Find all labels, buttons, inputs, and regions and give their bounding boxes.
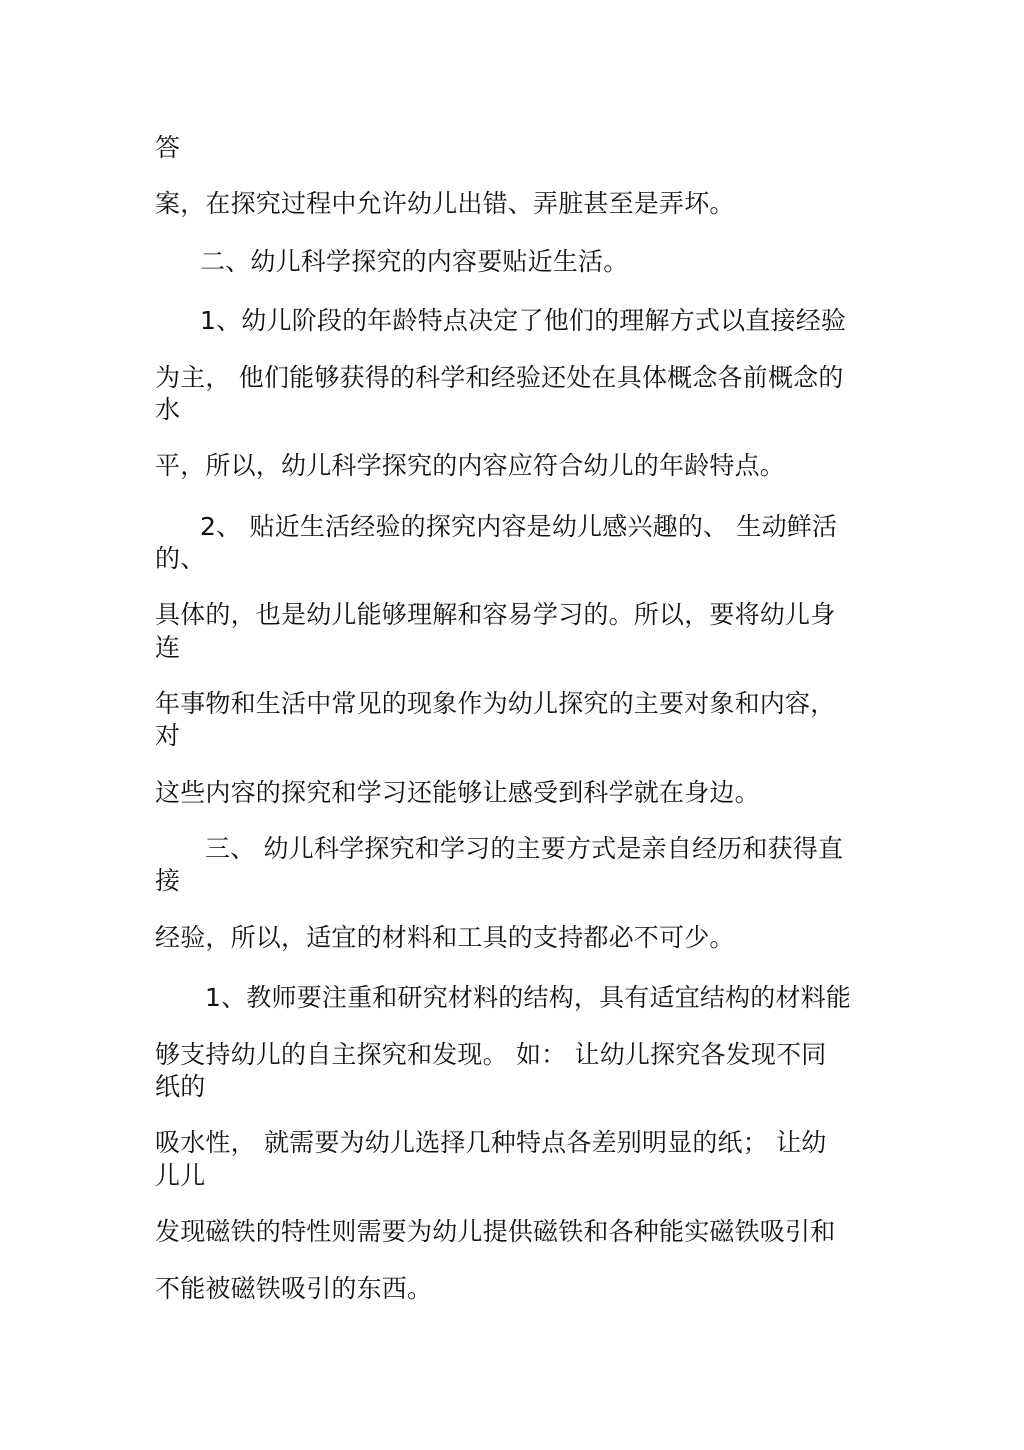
text-line: 1、教师要注重和研究材料的结构，具有适宜结构的材料能 bbox=[205, 983, 852, 1012]
text-line: 答 bbox=[155, 133, 181, 162]
section-heading: 二、幼儿科学探究的内容要贴近生活。 bbox=[200, 247, 629, 276]
text-line: 为主， 他们能够获得的科学和经验还处在具体概念各前概念的 bbox=[155, 363, 844, 392]
text-line: 2、 贴近生活经验的探究内容是幼儿感兴趣的、 生动鲜活 bbox=[200, 512, 838, 541]
text-line: 这些内容的探究和学习还能够让感受到科学就在身边。 bbox=[155, 778, 760, 807]
text-line: 平，所以，幼儿科学探究的内容应符合幼儿的年龄特点。 bbox=[155, 451, 786, 480]
section-heading: 三、 幼儿科学探究和学习的主要方式是亲自经历和获得直 bbox=[205, 834, 844, 863]
text-line: 具体的，也是幼儿能够理解和容易学习的。所以，要将幼儿身 bbox=[155, 600, 836, 629]
text-line: 不能被磁铁吸引的东西。 bbox=[155, 1274, 433, 1303]
text-line: 年事物和生活中常见的现象作为幼儿探究的主要对象和内容， bbox=[155, 689, 836, 718]
text-line: 够支持幼儿的自主探究和发现。 如： 让幼儿探究各发现不同 bbox=[155, 1040, 827, 1069]
text-line: 发现磁铁的特性则需要为幼儿提供磁铁和各种能实磁铁吸引和 bbox=[155, 1217, 836, 1246]
text-line: 经验，所以，适宜的材料和工具的支持都必不可少。 bbox=[155, 923, 735, 952]
text-line: 接 bbox=[155, 866, 181, 895]
text-line: 1、幼儿阶段的年龄特点决定了他们的理解方式以直接经验 bbox=[200, 306, 847, 335]
text-line: 的、 bbox=[155, 544, 206, 573]
text-line: 纸的 bbox=[155, 1072, 206, 1101]
text-line: 儿儿 bbox=[155, 1161, 206, 1190]
text-line: 对 bbox=[155, 721, 181, 750]
text-line: 水 bbox=[155, 395, 181, 424]
text-line: 案，在探究过程中允许幼儿出错、弄脏甚至是弄坏。 bbox=[155, 189, 735, 218]
text-line: 吸水性， 就需要为幼儿选择几种特点各差别明显的纸； 让幼 bbox=[155, 1128, 827, 1157]
text-line: 连 bbox=[155, 633, 181, 662]
